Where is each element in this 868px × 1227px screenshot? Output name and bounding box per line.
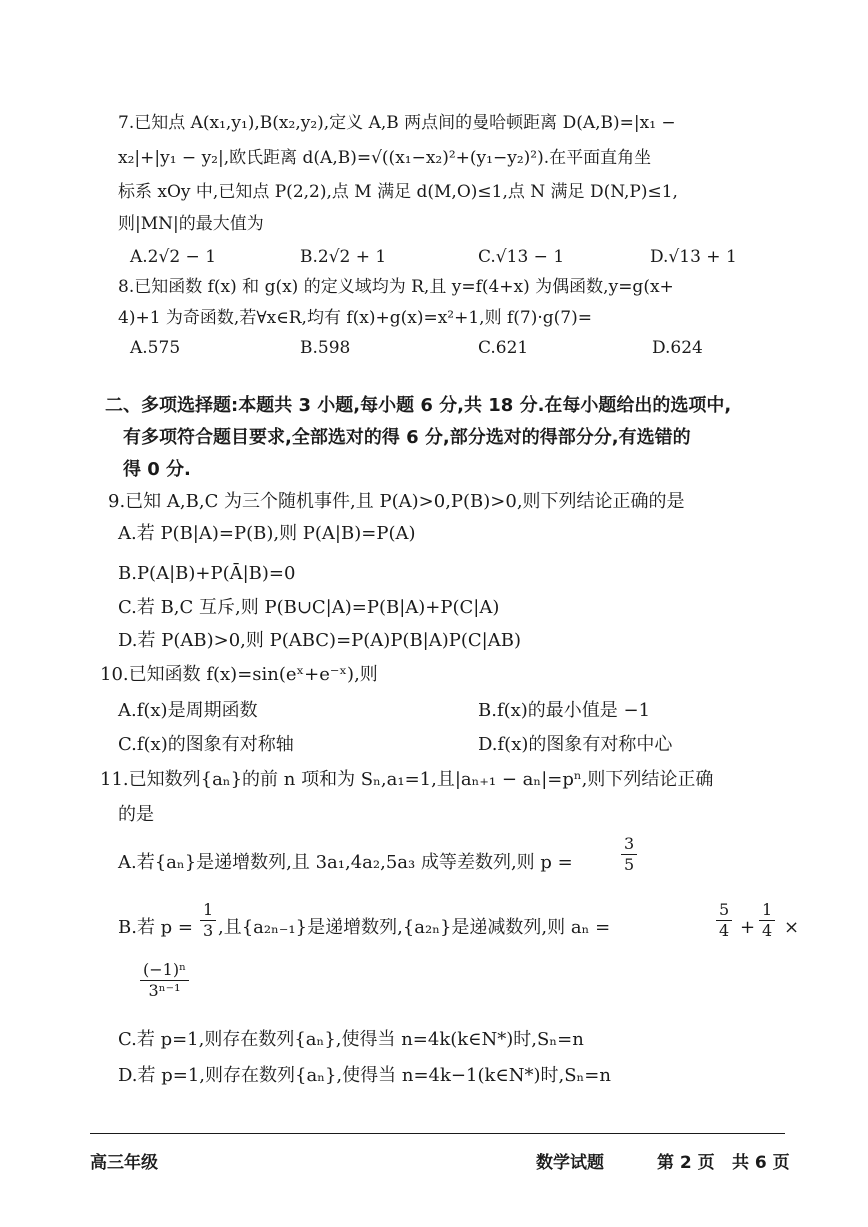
q8-option-b: B.598 (300, 338, 351, 358)
footer-page-number: 第 2 页 (657, 1153, 715, 1173)
q11-line2: 的是 (118, 804, 154, 825)
q9-option-b: B.P(A|B)+P(Ā|B)=0 (118, 563, 296, 584)
q10-option-a: A.f(x)是周期函数 (118, 700, 258, 721)
q11-option-c: C.若 p=1,则存在数列{aₙ},使得当 n=4k(k∈N*)时,Sₙ=n (118, 1029, 584, 1050)
section2-line3: 得 0 分. (123, 459, 191, 480)
footer-divider (90, 1133, 785, 1134)
q7-line3: 标系 xOy 中,已知点 P(2,2),点 M 满足 d(M,O)≤1,点 N 满足 D(N,P)≤1, (118, 182, 678, 202)
fraction-denominator: 4 (719, 921, 730, 940)
fraction-denominator: 4 (762, 921, 773, 940)
q9-option-c: C.若 B,C 互斥,则 P(B∪C|A)=P(B|A)+P(C|A) (118, 597, 500, 618)
q11-option-b-middle: ,且{a₂ₙ₋₁}是递增数列,{a₂ₙ}是递减数列,则 aₙ = (218, 917, 611, 938)
q11-option-b-fraction-5-4 (716, 900, 732, 941)
q8-line1: 8.已知函数 f(x) 和 g(x) 的定义域均为 R,且 y=f(4+x) 为偶函数,y=g(x+ (118, 277, 674, 297)
q10-option-c: C.f(x)的图象有对称轴 (118, 734, 294, 755)
q9-stem: 9.已知 A,B,C 为三个随机事件,且 P(A)>0,P(B)>0,则下列结论正确的是 (108, 491, 685, 512)
q7-option-a: A.2√2 − 1 (130, 247, 217, 267)
q8-line2: 4)+1 为奇函数,若∀x∈R,均有 f(x)+g(x)=x²+1,则 f(7)·g(7)= (118, 308, 592, 328)
section2-line1: 二、多项选择题:本题共 3 小题,每小题 6 分,共 18 分.在每小题给出的选项中, (105, 395, 732, 416)
fraction-numerator: 5 (716, 900, 732, 921)
q11-option-b-fraction-p (200, 900, 216, 941)
q7-option-c: C.√13 − 1 (478, 247, 565, 267)
footer-grade: 高三年级 (90, 1153, 158, 1173)
q8-option-d: D.624 (652, 338, 703, 358)
q11-option-b-fraction-sign (140, 960, 189, 1001)
q11-option-a-fraction (621, 834, 637, 875)
q7-option-b: B.2√2 + 1 (300, 247, 387, 267)
fraction-denominator: 3 (203, 921, 214, 940)
fraction-numerator: (−1)ⁿ (140, 960, 189, 981)
fraction-numerator: 3 (621, 834, 637, 855)
q8-option-c: C.621 (478, 338, 529, 358)
fraction-denominator: 3ⁿ⁻¹ (148, 981, 181, 1000)
q11-option-b-plus: + (740, 917, 756, 938)
q9-option-d: D.若 P(AB)>0,则 P(ABC)=P(A)P(B|A)P(C|AB) (118, 630, 521, 651)
section2-line2: 有多项符合题目要求,全部选对的得 6 分,部分选对的得部分分,有选错的 (123, 427, 691, 448)
q11-option-b-times: × (784, 917, 800, 938)
fraction-numerator: 1 (759, 900, 775, 921)
q7-line4: 则|MN|的最大值为 (118, 214, 264, 234)
q11-option-b-fraction-1-4 (759, 900, 775, 941)
q11-option-d: D.若 p=1,则存在数列{aₙ},使得当 n=4k−1(k∈N*)时,Sₙ=n (118, 1065, 611, 1086)
footer-total-pages: 共 6 页 (732, 1153, 790, 1173)
q10-option-d: D.f(x)的图象有对称中心 (478, 734, 673, 755)
fraction-numerator: 1 (200, 900, 216, 921)
q11-option-a: A.若{aₙ}是递增数列,且 3a₁,4a₂,5a₃ 成等差数列,则 p = (118, 852, 573, 873)
q7-line1: 7.已知点 A(x₁,y₁),B(x₂,y₂),定义 A,B 两点间的曼哈顿距离 D(A,B)=|x₁ − (118, 113, 676, 133)
q9-option-a: A.若 P(B|A)=P(B),则 P(A|B)=P(A) (118, 523, 416, 544)
q11-line1: 11.已知数列{aₙ}的前 n 项和为 Sₙ,a₁=1,且|aₙ₊₁ − aₙ|=pⁿ,则下列结论正确 (100, 769, 714, 790)
q10-stem: 10.已知函数 f(x)=sin(eˣ+e⁻ˣ),则 (100, 664, 378, 685)
q10-option-b: B.f(x)的最小值是 −1 (478, 700, 651, 721)
fraction-denominator: 5 (624, 855, 635, 874)
q11-option-b-prefix: B.若 p = (118, 917, 193, 938)
q8-option-a: A.575 (130, 338, 181, 358)
footer-subject: 数学试题 (536, 1153, 604, 1173)
q7-line2: x₂|+|y₁ − y₂|,欧氏距离 d(A,B)=√((x₁−x₂)²+(y₁−y₂)²).在平面直角坐 (118, 148, 652, 168)
q7-option-d: D.√13 + 1 (650, 247, 737, 267)
